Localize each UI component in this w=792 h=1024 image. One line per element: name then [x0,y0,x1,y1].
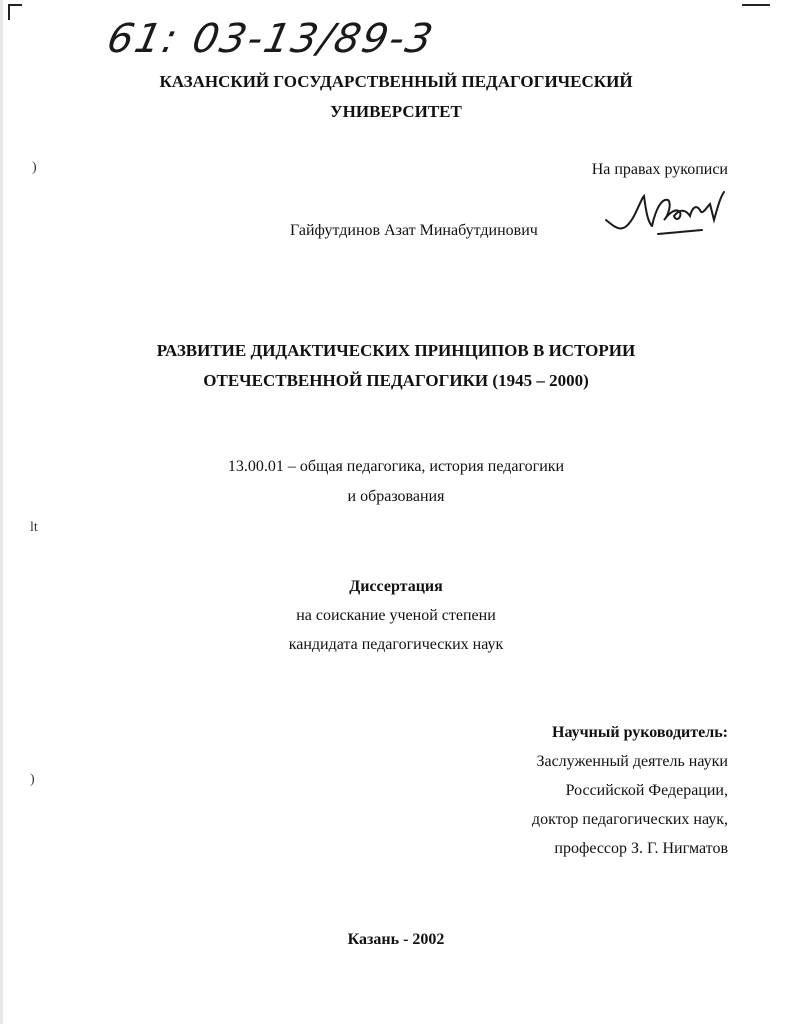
university-line-2: УНИВЕРСИТЕТ [330,102,462,121]
place-and-year: Казань - 2002 [347,931,445,948]
supervisor-line-1: Заслуженный деятель науки [536,753,728,770]
specialty-line-2: и образования [347,488,445,505]
signature [602,186,732,244]
top-left-scan-mark [8,4,22,20]
margin-mark-3: ) [30,772,35,787]
supervisor-line-4: профессор З. Г. Нигматов [554,840,728,857]
margin-mark-1: ) [32,160,37,175]
work-type-heading: Диссертация [349,578,443,595]
margin-mark-2: lt [30,520,38,535]
university-line-1: КАЗАНСКИЙ ГОСУДАРСТВЕННЫЙ ПЕДАГОГИЧЕСКИЙ [159,72,633,91]
work-type-line-2: кандидата педагогических наук [288,636,504,653]
supervisor-line-3: доктор педагогических наук, [531,811,728,828]
handwritten-archive-number: 61: 03-13/89-3 [103,16,439,62]
supervisor-line-2: Российской Федерации, [565,782,728,799]
top-right-scan-mark [742,4,770,16]
manuscript-rights-note: На правах рукописи [591,161,728,178]
dissertation-title-line-1: РАЗВИТИЕ ДИДАКТИЧЕСКИХ ПРИНЦИПОВ В ИСТОРИИ [156,341,636,360]
specialty-line-1: 13.00.01 – общая педагогика, история педагогики [227,458,565,475]
supervisor-heading: Научный руководитель: [552,724,728,741]
dissertation-title-line-2: ОТЕЧЕСТВЕННОЙ ПЕДАГОГИКИ (1945 – 2000) [203,371,589,390]
work-type-line-1: на соискание ученой степени [296,607,496,624]
scan-edge [0,0,3,1024]
author-name: Гайфутдинов Азат Минабутдинович [290,222,538,239]
